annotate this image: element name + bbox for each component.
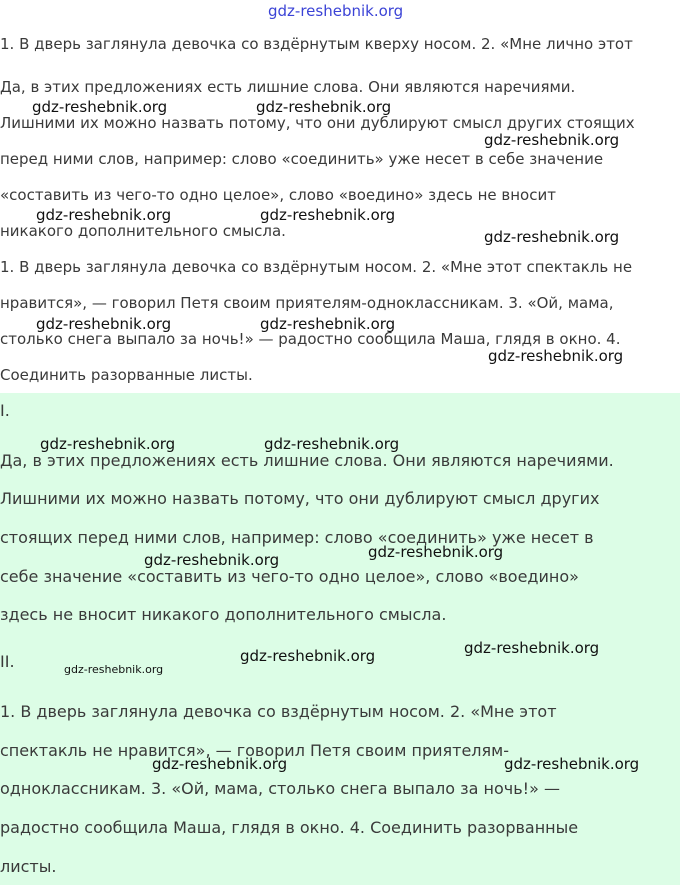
text-line: Да, в этих предложениях есть лишние слова. Они являются наречиями.	[0, 451, 614, 470]
watermark: gdz-reshebnik.org	[36, 315, 172, 333]
watermark: gdz-reshebnik.org	[64, 663, 164, 676]
section-number: II.	[0, 652, 15, 671]
text-line: одноклассникам. 3. «Ой, мама, столько снега выпало за ночь!» —	[0, 779, 560, 798]
section-number: I.	[0, 401, 10, 420]
watermark: gdz-reshebnik.org	[484, 131, 620, 149]
watermark: gdz-reshebnik.org	[144, 551, 280, 569]
watermark: gdz-reshebnik.org	[464, 639, 600, 657]
text-line: столько снега выпало за ночь!» — радостно сообщила Маша, глядя в окно. 4.	[0, 330, 621, 348]
text-line: нравится», — говорил Петя своим приятелям-одноклассникам. 3. «Ой, мама,	[0, 294, 614, 312]
text-line: 1. В дверь заглянула девочка со вздёрнутым носом. 2. «Мне этот спектакль не	[0, 258, 633, 276]
text-line: радостно сообщила Маша, глядя в окно. 4. Соединить разорванные	[0, 818, 579, 837]
text-line: себе значение «составить из чего-то одно целое», слово «воедино»	[0, 567, 579, 586]
text-line: здесь не вносит никакого дополнительного смысла.	[0, 605, 447, 624]
site-name[interactable]: gdz-reshebnik.org	[268, 2, 404, 20]
watermark: gdz-reshebnik.org	[264, 435, 400, 453]
text-line: стоящих перед ними слов, например: слово «соединить» уже несет в	[0, 528, 594, 547]
text-line: «составить из чего-то одно целое», слово «воедино» здесь не вносит	[0, 186, 556, 204]
watermark: gdz-reshebnik.org	[36, 206, 172, 224]
watermark: gdz-reshebnik.org	[504, 755, 640, 773]
text-line: Да, в этих предложениях есть лишние слова. Они являются наречиями.	[0, 78, 576, 96]
watermark: gdz-reshebnik.org	[152, 755, 288, 773]
watermark: gdz-reshebnik.org	[260, 206, 396, 224]
text-line: Лишними их можно назвать потому, что они дублируют смысл других стоящих	[0, 114, 635, 132]
text-line: 1. В дверь заглянула девочка со вздёрнутым кверху носом. 2. «Мне лично этот	[0, 35, 633, 53]
watermark: gdz-reshebnik.org	[488, 347, 624, 365]
watermark: gdz-reshebnik.org	[260, 315, 396, 333]
watermark: gdz-reshebnik.org	[240, 647, 376, 665]
text-line: спектакль не нравится», — говорил Петя своим приятелям-	[0, 741, 509, 760]
text-line: Лишними их можно назвать потому, что они дублируют смысл других	[0, 489, 600, 508]
text-line: 1. В дверь заглянула девочка со вздёрнутым носом. 2. «Мне этот	[0, 702, 557, 721]
text-line: листы.	[0, 857, 57, 876]
text-line: никакого дополнительного смысла.	[0, 222, 286, 240]
watermark: gdz-reshebnik.org	[40, 435, 176, 453]
text-line: Соединить разорванные листы.	[0, 366, 253, 384]
text-line: перед ними слов, например: слово «соединить» уже несет в себе значение	[0, 150, 604, 168]
watermark: gdz-reshebnik.org	[256, 98, 392, 116]
watermark: gdz-reshebnik.org	[484, 228, 620, 246]
watermark: gdz-reshebnik.org	[368, 543, 504, 561]
watermark: gdz-reshebnik.org	[32, 98, 168, 116]
